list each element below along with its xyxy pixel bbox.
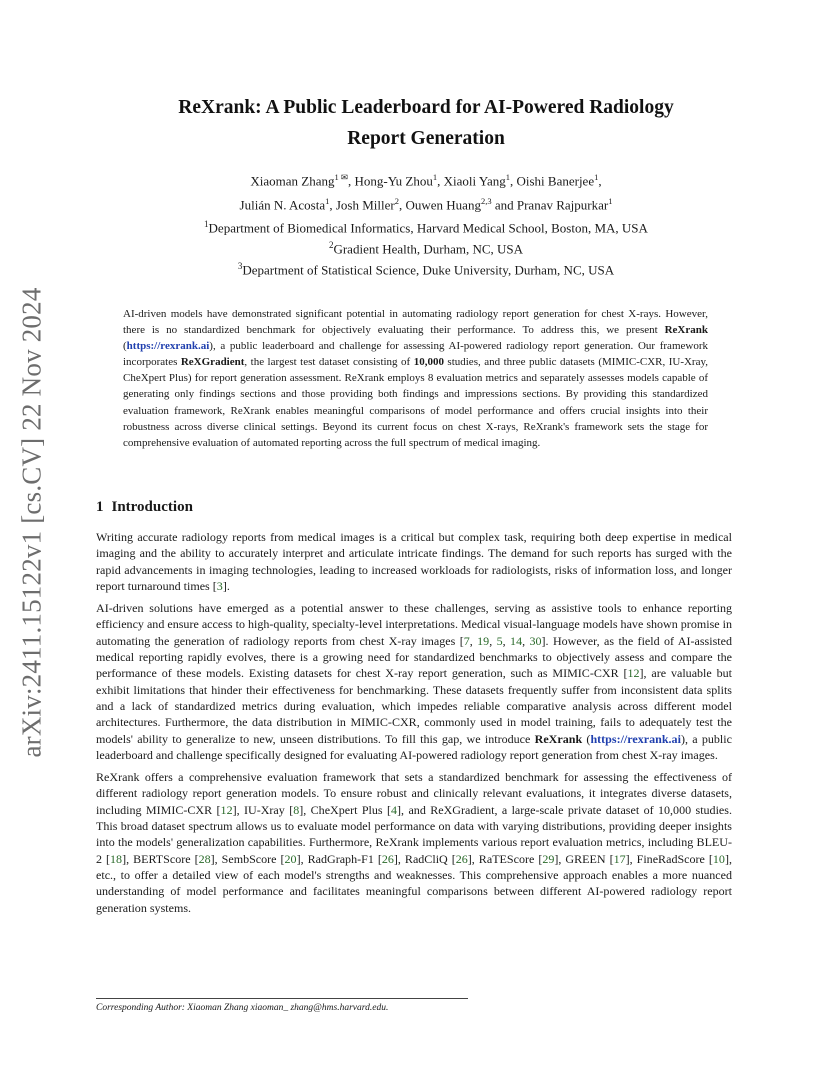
author-affiliation-marker: 1 (432, 172, 438, 182)
section-heading-introduction (96, 499, 193, 516)
affiliation-item: $^3$Department of Statistical Science, Duke University, Durham, NC, USA (237, 260, 615, 277)
citation-link[interactable]: 26 (455, 851, 468, 866)
citation-link[interactable]: 7 (463, 633, 470, 648)
author-name: Julián N. Acosta (239, 197, 326, 213)
citation-link[interactable]: 4 (391, 802, 398, 817)
author-name: Josh Miller (335, 197, 395, 213)
citation-link[interactable]: 12 (627, 666, 640, 681)
author-name: Xiaoman Zhang (250, 173, 335, 189)
rexrank-bold-term: ReXrank (534, 731, 583, 746)
citation-link[interactable]: 14 (510, 633, 523, 648)
author-name: Ouwen Huang (405, 197, 481, 213)
envelope-icon[interactable]: ✉ (340, 172, 348, 182)
arxiv-identifier-stamp (8, 286, 56, 758)
affiliation-item: $^2$Gradient Health, Durham, NC, USA (328, 239, 524, 257)
author-name: Oishi Banerjee (516, 173, 595, 189)
rexrank-bold-term: ReXrank (664, 324, 708, 337)
paper-title (96, 92, 756, 154)
citation-link[interactable]: 8 (293, 802, 300, 817)
author-name: Pranav Rajpurkar (516, 197, 609, 213)
abstract: AI-driven models have demonstrated significant potential in automating radiology report generation for chest X-rays. However, there is no standardized benchmark for objectively evaluating their performance. To address this, we present ReXrank (https://rexrank.ai), a public leaderboard and challenge for assessing AI-powered radiology report generation. Our framework incorporates ReXGradient, the largest test dataset consisting of 10,000 studies, and three public datasets (MIMIC-CXR, IU-Xray, CheXpert Plus) for report generation assessment. ReXrank employs 8 evaluation metrics and separately assesses models capable of generating only findings sections and those providing both findings and impressions sections. By providing this standardized evaluation framework, ReXrank enables meaningful comparisons of model performance and offers crucial insights into their robustness across diverse clinical settings. Beyond its current focus on chest X-rays, ReXrank's framework sets the stage for comprehensive evaluation of automated reporting across the full spectrum of medical imaging. (123, 308, 709, 449)
citation-link[interactable]: 30 (529, 633, 542, 648)
study-count: 10,000 (413, 356, 444, 369)
section-title: Introduction (111, 499, 193, 515)
citation-link[interactable]: 19 (477, 633, 490, 648)
citation-link[interactable]: 18 (110, 851, 123, 866)
citation-link[interactable]: 28 (198, 851, 211, 866)
citation-link[interactable]: 26 (381, 851, 394, 866)
paragraph-1: Writing accurate radiology reports from medical images is a critical but complex task, requiring both deep expertise in medical imaging and the ability to accurately interpret and articulate intricate findings. The demand for such reports has surged with the rapid advancements in imaging technologies, leading to increased workloads for radiologists, risks of information loss, and longer report turnaround times [3]. (96, 530, 732, 593)
citation-link[interactable]: 17 (613, 851, 626, 866)
author-affiliation-marker: 1 (594, 172, 599, 182)
rexgradient-bold-term: ReXGradient (180, 356, 245, 369)
citation-link[interactable]: 10 (712, 851, 725, 866)
citation-link[interactable]: 3 (216, 578, 223, 593)
paragraph-2: AI-driven solutions have emerged as a potential answer to these challenges, serving as assistive tools to enhance reporting efficiency and ensure access to high-quality, specialty-level interpretations. Medical visual-language models have shown promise in automating the generation of radiology reports from chest X-ray images [7, 19, 5, 14, 30]. However, as the field of AI-assisted medical reporting rapidly evolves, there is a growing need for standardized benchmarks to objectively assess and compare the performance of these models. Existing datasets for chest X-ray report generation, such as MIMIC-CXR [12], are valuable but exhibit limitations that hinder their effectiveness for benchmarking. These datasets frequently suffer from inconsistent data splits and a lack of standardized metrics during evaluation, which impedes reliable comparative analysis across different model architectures. Furthermore, the data distribution in MIMIC-CXR, commonly used in model training, fails to adequately test the models' ability to generalize to new, unseen distributions. To fill this gap, we introduce ReXrank (https://rexrank.ai), a public leaderboard and challenge specifically designed for evaluating AI-powered radiology report generation from chest X-ray images. (96, 601, 732, 762)
citation-link[interactable]: 12 (220, 802, 233, 817)
introduction-body (96, 529, 732, 922)
footnote-divider (96, 998, 468, 999)
author-line-1: Xiaoman Zhang$^{1 ✉}$, Hong-Yu Zhou$^1$, Xiaoli Yang$^1$, Oishi Banerjee$^1$, (250, 172, 602, 189)
arxiv-identifier-text: arXiv:2411.15122v1 [cs.CV] 22 Nov 2024 (16, 286, 47, 758)
paper-title-line-2: Report Generation (347, 128, 505, 149)
paper-title-line-1: ReXrank: A Public Leaderboard for AI-Powered Radiology (178, 97, 674, 118)
affiliation-list (96, 216, 756, 278)
paragraph-3: ReXrank offers a comprehensive evaluation framework that sets a standardized benchmark for assessing the effectiveness of different radiology report generation models. To ensure robust and clinically relevant evaluations, it integrates diverse datasets, including MIMIC-CXR [12], IU-Xray [8], CheXpert Plus [4], and ReXGradient, a large-scale private dataset of 10,000 studies. This broad dataset spectrum allows us to evaluate model performance on data with varying distributions, providing deeper insights into the models' generalization capabilities. Furthermore, ReXrank implements various report evaluation metrics, including BLEU-2 [18], BERTScore [28], SembScore [20], RadGraph-F1 [26], RadCliQ [26], RaTEScore [29], GREEN [17], FineRadScore [10], etc., to offer a detailed view of each model's strengths and weaknesses. This comprehensive approach enables a more nuanced understanding of model performance and facilitates meaningful comparisons between different AI-powered radiology report generation systems. (96, 770, 732, 915)
citation-link[interactable]: 29 (542, 851, 555, 866)
citation-link[interactable]: 20 (284, 851, 297, 866)
author-affiliation-marker: 2 (394, 196, 399, 207)
citation-link[interactable]: 5 (496, 633, 503, 648)
author-affiliation-marker: 2,3 (480, 196, 492, 207)
rexrank-url-link[interactable]: https://rexrank.ai (590, 731, 681, 746)
affiliation-item: $^1$Department of Biomedical Informatics, Harvard Medical School, Boston, MA, USA (204, 219, 648, 236)
section-number: 1 (96, 499, 104, 515)
author-affiliation-marker: 1 (608, 196, 613, 207)
author-line-2: Julián N. Acosta$^1$, Josh Miller$^2$, Ouwen Huang$^{2,3}$ and Pranav Rajpurkar$^1$ (239, 196, 613, 213)
rexrank-url-link[interactable]: https://rexrank.ai (126, 340, 210, 353)
corresponding-author-footnote: Corresponding Author: Xiaoman Zhang xiaoman_ zhang@hms.harvard.edu. (96, 1003, 389, 1013)
author-affiliation-marker: 1 (505, 172, 510, 182)
author-affiliation-marker: 1 (325, 196, 330, 207)
author-list (96, 167, 756, 216)
author-name: Xiaoli Yang (443, 173, 506, 189)
author-name: Hong-Yu Zhou (354, 173, 433, 189)
author-affiliation-marker: 1 ✉ (334, 172, 348, 182)
